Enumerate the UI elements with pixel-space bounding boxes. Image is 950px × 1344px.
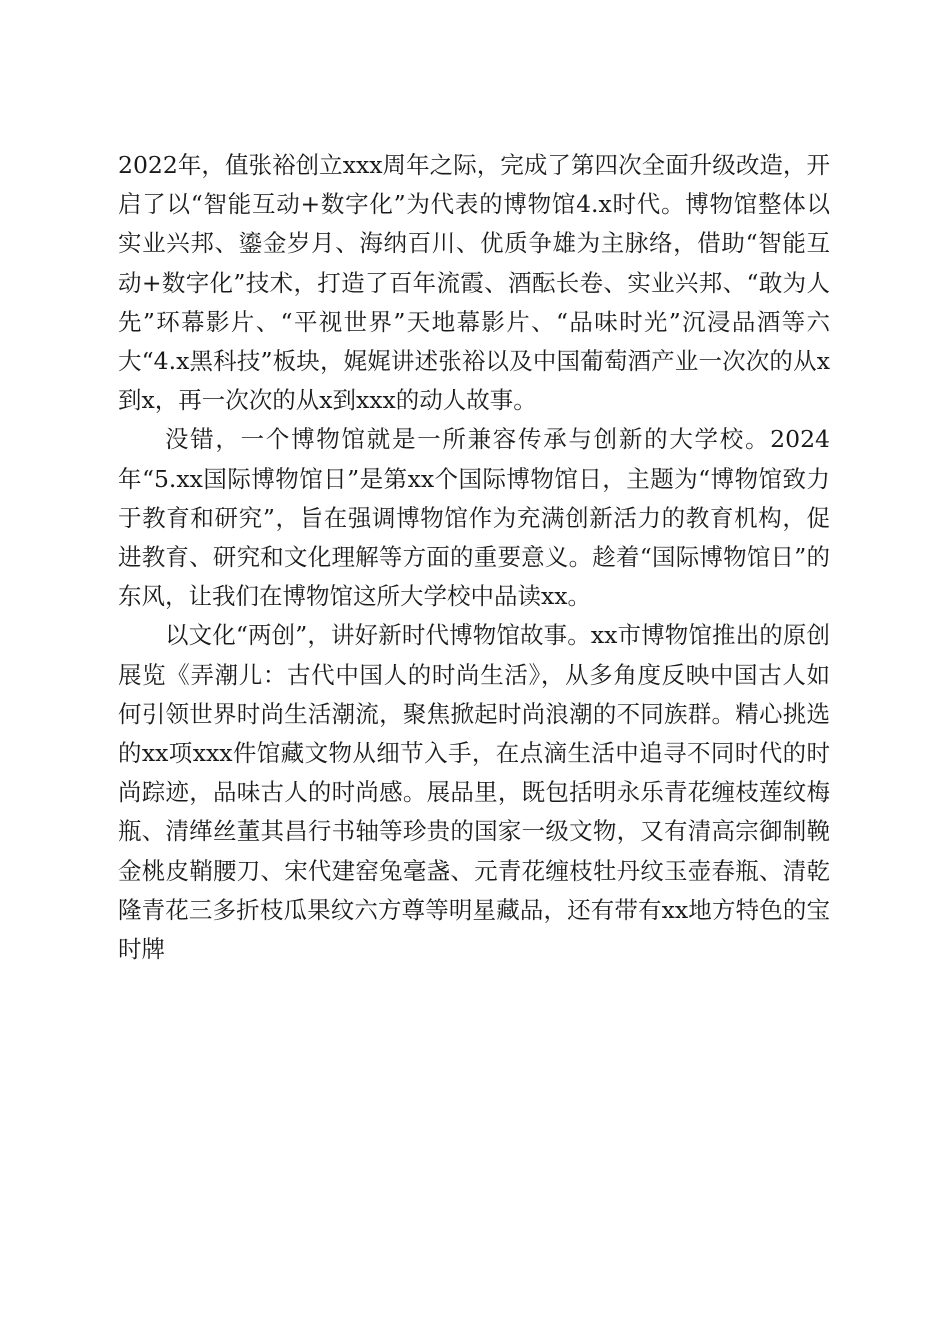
document-body [118, 146, 830, 969]
paragraph-1: 2022年，值张裕创立xxx周年之际，完成了第四次全面升级改造，开启了以“智能互动+数字化”为代表的博物馆4.x时代。博物馆整体以实业兴邦、鎏金岁月、海纳百川、优质争雄为主脉络，借助“智能互动+数字化”技术，打造了百年流霞、酒酝长卷、实业兴邦、“敢为人先”环幕影片、“平视世界”天地幕影片、“品味时光”沉浸品酒等六大“4.x黑科技”板块，娓娓讲述张裕以及中国葡萄酒产业一次次的从x到x，再一次次的从x到xxx的动人故事。 [118, 151, 830, 415]
paragraph-2: 没错，一个博物馆就是一所兼容传承与创新的大学校。2024年“5.xx国际博物馆日”是第xx个国际博物馆日，主题为“博物馆致力于教育和研究”，旨在强调博物馆作为充满创新活力的教育机构，促进教育、研究和文化理解等方面的重要意义。趁着“国际博物馆日”的东风，让我们在博物馆这所大学校中品读xx。 [118, 425, 830, 611]
paragraph-3: 以文化“两创”，讲好新时代博物馆故事。xx市博物馆推出的原创展览《弄潮儿：古代中国人的时尚生活》，从多角度反映中国古人如何引领世界时尚生活潮流，聚焦掀起时尚浪潮的不同族群。精心挑选的xx项xxx件馆藏文物从细节入手，在点滴生活中追寻不同时代的时尚踪迹，品味古人的时尚感。展品里，既包括明永乐青花缠枝莲纹梅瓶、清缂丝董其昌行书轴等珍贵的国家一级文物，又有清高宗御制鞔金桃皮鞘腰刀、宋代建窑兔毫盏、元青花缠枝牡丹纹玉壶春瓶、清乾隆青花三多折枝瓜果纹六方尊等明星藏品，还有带有xx地方特色的宝时牌 [118, 621, 830, 964]
